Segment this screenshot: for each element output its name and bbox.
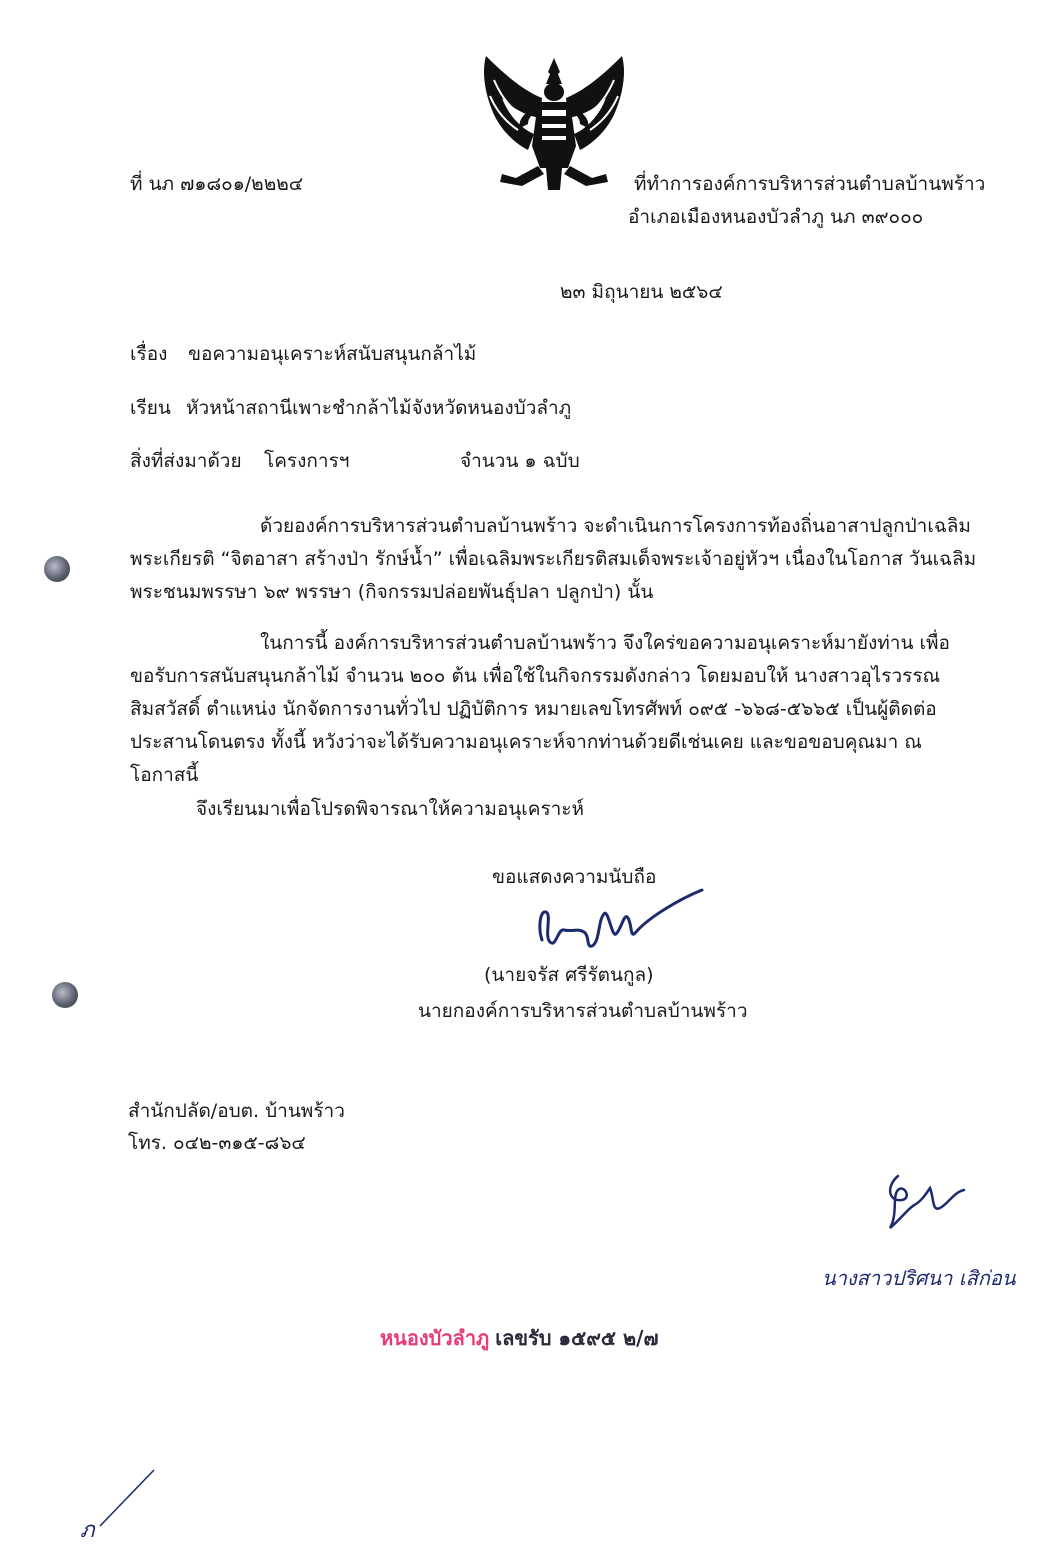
- signature-mark: [532, 888, 712, 958]
- body-paragraph-2: [130, 627, 950, 792]
- footer-phone: โทร. ๐๔๒-๓๑๕-๘๖๔: [128, 1132, 306, 1154]
- regards-text: ขอแสดงความนับถือ: [492, 866, 657, 888]
- paragraph-line: ในการนี้ องค์การบริหารส่วนตำบลบ้านพร้าว จึงใคร่ขอความอนุเคราะห์มายังท่าน เพื่อ: [260, 632, 950, 654]
- stamp-number: เลขรับ ๑๕๙๕ ๒/๗: [495, 1326, 659, 1350]
- recipient-text: หัวหน้าสถานีเพาะชำกล้าไม้จังหวัดหนองบัวลำภู: [186, 397, 572, 419]
- margin-stroke: [96, 1466, 160, 1530]
- garuda-emblem-icon: [472, 50, 637, 200]
- paragraph-line: พระเกียรติ “จิตอาสา สร้างป่า รักษ์น้ำ” เพื่อเฉลิมพระเกียรติสมเด็จพระเจ้าอยู่หัวฯ เนื่องในโอกาส วันเฉลิม: [130, 548, 977, 570]
- paragraph-line: ด้วยองค์การบริหารส่วนตำบลบ้านพร้าว จะดำเนินการโครงการท้องถิ่นอาสาปลูกป่าเฉลิม: [260, 515, 971, 537]
- enclosure-quantity: จำนวน ๑ ฉบับ: [460, 450, 580, 472]
- margin-mark: ภ: [80, 1518, 95, 1543]
- paragraph-line: สิมสวัสดิ์ ตำแหน่ง นักจัดการงานทั่วไป ปฏิบัติการ หมายเลขโทรศัพท์ ๐๙๕ -๖๖๘-๕๖๖๕ เป็นผู้ติดต่อ: [130, 698, 937, 720]
- office-address-line1: ที่ทำการองค์การบริหารส่วนตำบลบ้านพร้าว: [634, 173, 986, 195]
- body-paragraph-1: [130, 510, 977, 609]
- signatory-position: นายกองค์การบริหารส่วนตำบลบ้านพร้าว: [418, 1000, 748, 1022]
- paragraph-line: พระชนมพรรษา ๖๙ พรรษา (กิจกรรมปล่อยพันธุ์ปลา ปลูกป่า) นั้น: [130, 581, 654, 603]
- paragraph-line: ขอรับการสนับสนุนกล้าไม้ จำนวน ๒๐๐ ต้น เพื่อใช้ในกิจกรรมดังกล่าว โดยมอบให้ นางสาวอุไรวรรณ: [130, 665, 941, 687]
- received-stamp: [380, 1322, 659, 1354]
- punch-hole-icon: [44, 556, 70, 582]
- reference-number: ที่ นภ ๗๑๘๐๑/๒๒๒๔: [130, 173, 304, 195]
- paragraph-line: โอกาสนี้: [130, 764, 199, 786]
- office-address-line2: อำเภอเมืองหนองบัวลำภู นภ ๓๙๐๐๐: [628, 206, 924, 228]
- closing-request: จึงเรียนมาเพื่อโปรดพิจารณาให้ความอนุเคราะห์: [196, 798, 585, 820]
- paragraph-line: ประสานโดนตรง ทั้งนี้ หวังว่าจะได้รับความอนุเคราะห์จากท่านด้วยดีเช่นเคย และขอขอบคุณมา ณ: [130, 731, 922, 753]
- punch-hole-icon: [52, 982, 78, 1008]
- enclosure-label: สิ่งที่ส่งมาด้วย: [130, 450, 242, 472]
- subject-text: ขอความอนุเคราะห์สนับสนุนกล้าไม้: [188, 343, 477, 365]
- recipient-label: เรียน: [130, 397, 171, 419]
- subject-label: เรื่อง: [130, 343, 168, 365]
- footer-department: สำนักปลัด/อบต. บ้านพร้าว: [128, 1100, 345, 1122]
- enclosure-item: โครงการฯ: [264, 450, 350, 472]
- handwritten-note: นางสาวปริศนา เสิก่อน: [822, 1266, 1016, 1290]
- signatory-name: (นายจรัส ศรีรัตนกูล): [484, 964, 654, 986]
- letter-date: ๒๓ มิถุนายน ๒๕๖๔: [560, 281, 723, 303]
- handwritten-initials: [868, 1168, 978, 1238]
- stamp-province: หนองบัวลำภู: [380, 1326, 490, 1350]
